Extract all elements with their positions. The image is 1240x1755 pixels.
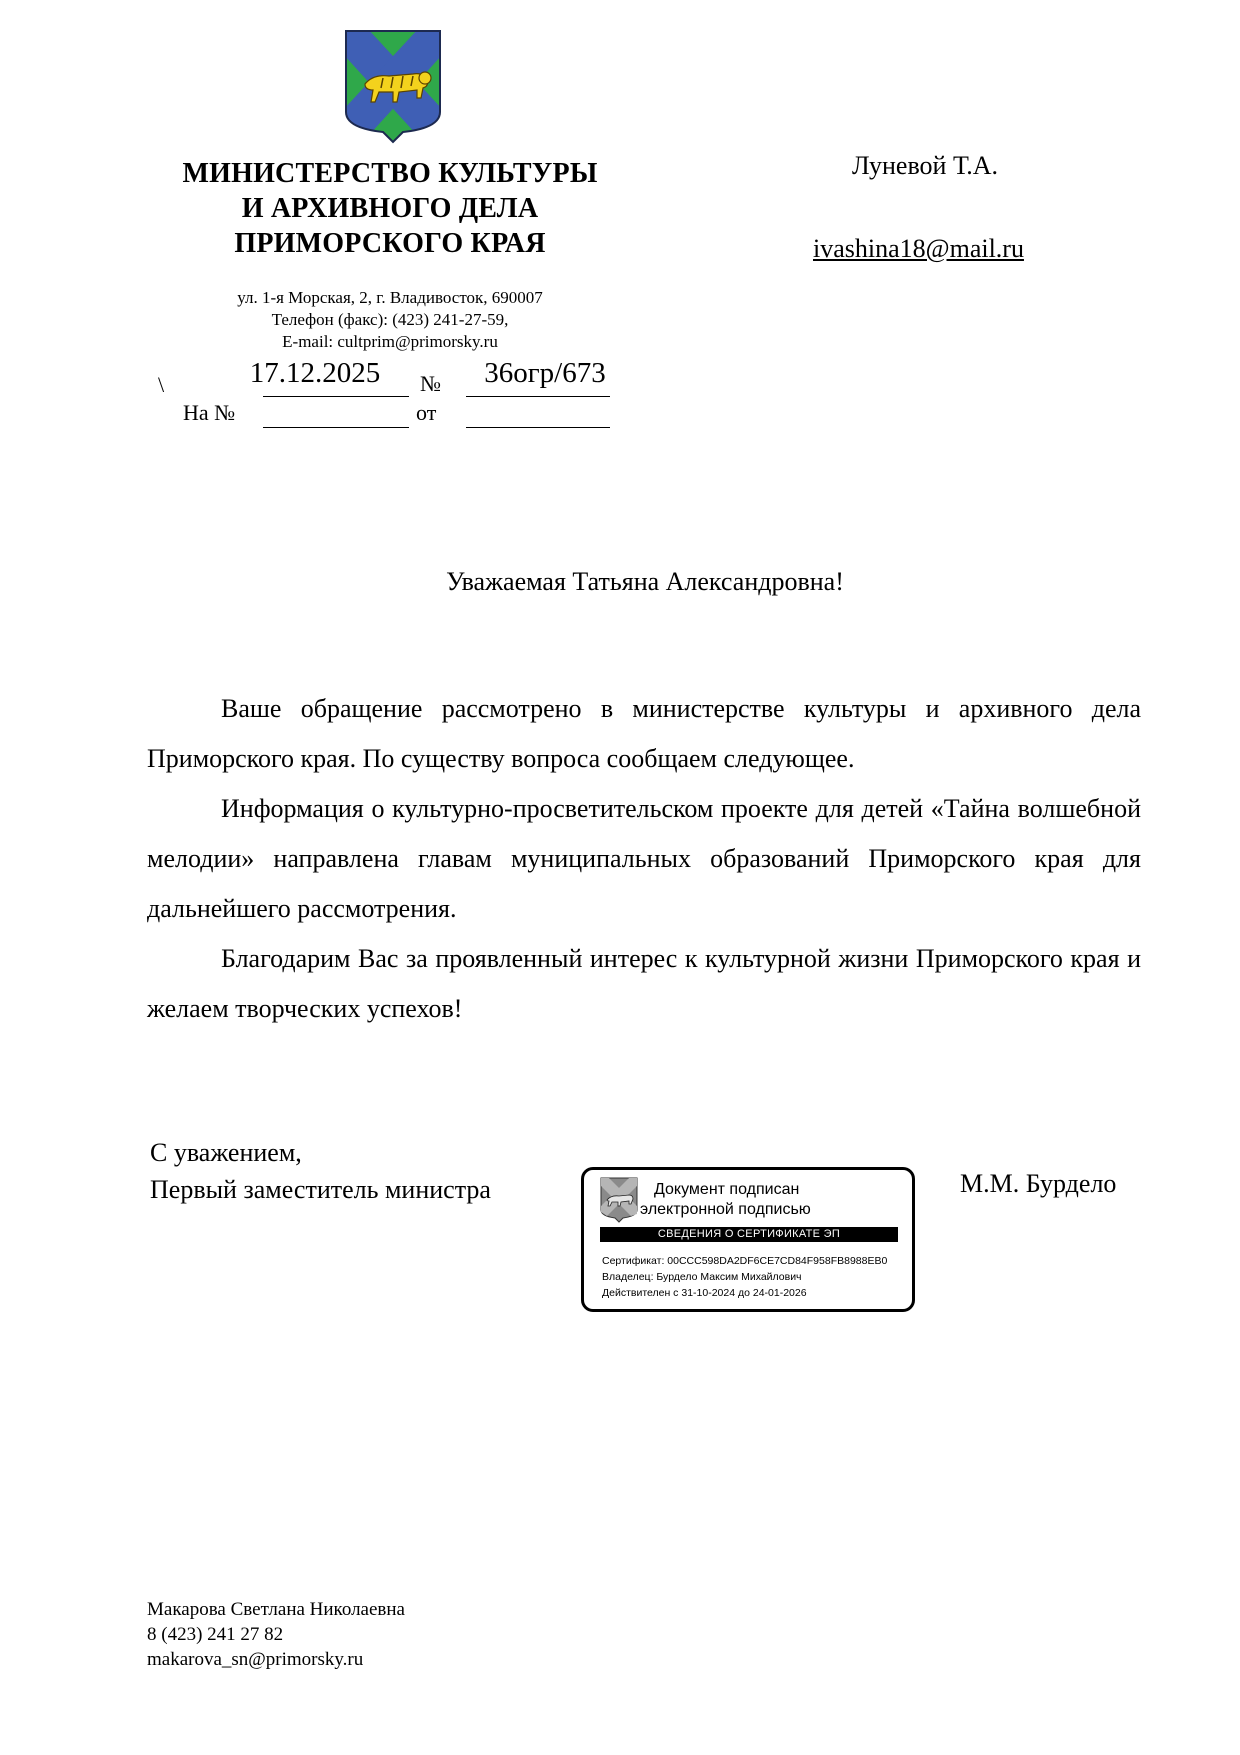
reply-date-underline bbox=[466, 427, 610, 428]
closing: С уважением, bbox=[150, 1138, 302, 1167]
from-label: от bbox=[416, 400, 437, 425]
ministry-name-line-1: МИНИСТЕРСТВО КУЛЬТУРЫ bbox=[182, 158, 598, 189]
letter-body bbox=[147, 684, 1141, 1034]
stamp-coat-of-arms-icon bbox=[599, 1176, 639, 1224]
signer-name: М.М. Бурдело bbox=[960, 1169, 1117, 1198]
certificate-owner: Владелец: Бурдело Максим Михайлович bbox=[602, 1271, 802, 1283]
executor-info bbox=[147, 1597, 405, 1672]
electronic-signature-stamp bbox=[581, 1167, 915, 1312]
paragraph-1: Ваше обращение рассмотрено в министерстве культуры и архивного дела Приморского края. По существу вопроса сообщаем следующее. bbox=[147, 694, 1141, 773]
reply-to-label: На № bbox=[183, 400, 236, 425]
reply-number-underline bbox=[263, 427, 409, 428]
signer-position: Первый заместитель министра bbox=[150, 1175, 491, 1204]
date-underline bbox=[263, 396, 409, 397]
reference-number: 36огр/673 bbox=[484, 357, 606, 389]
ministry-name-line-2: И АРХИВНОГО ДЕЛА bbox=[241, 193, 539, 224]
stamp-title-line-2: электронной подписью bbox=[640, 1201, 811, 1218]
coat-of-arms-icon bbox=[343, 28, 443, 146]
ministry-name bbox=[110, 156, 670, 261]
ministry-phone: Телефон (факс): (423) 241-27-59, bbox=[271, 310, 509, 329]
reference-mark: \ bbox=[158, 372, 165, 397]
stamp-title-line-1: Документ подписан bbox=[654, 1181, 800, 1198]
greeting: Уважаемая Татьяна Александровна! bbox=[446, 567, 844, 596]
paragraph-2: Информация о культурно-просветительском проекте для детей «Тайна волшебной мелодии» направлена главам муниципальных образований Приморского края для дальнейшего рассмотрения. bbox=[147, 794, 1141, 923]
executor-name: Макарова Светлана Николаевна bbox=[147, 1599, 405, 1620]
ministry-address: ул. 1-я Морская, 2, г. Владивосток, 690007 bbox=[237, 288, 543, 307]
certificate-info-bar: СВЕДЕНИЯ О СЕРТИФИКАТЕ ЭП bbox=[600, 1227, 898, 1242]
ministry-contacts bbox=[130, 287, 650, 353]
number-label: № bbox=[420, 371, 441, 396]
certificate-details bbox=[602, 1253, 887, 1301]
reference-date: 17.12.2025 bbox=[249, 357, 381, 389]
executor-email: makarova_sn@primorsky.ru bbox=[147, 1649, 364, 1670]
recipient-email[interactable]: ivashina18@mail.ru bbox=[813, 234, 1024, 263]
number-underline bbox=[466, 396, 610, 397]
stamp-title bbox=[640, 1180, 811, 1220]
executor-phone: 8 (423) 241 27 82 bbox=[147, 1624, 284, 1645]
certificate-number: Сертификат: 00CCC598DA2DF6CE7CD84F958FB8988EB0 bbox=[602, 1255, 888, 1267]
signature-position-block bbox=[150, 1134, 491, 1208]
recipient-name: Луневой Т.А. bbox=[852, 151, 999, 180]
ministry-name-line-3: ПРИМОРСКОГО КРАЯ bbox=[234, 228, 546, 259]
ministry-email: E-mail: cultprim@primorsky.ru bbox=[282, 332, 498, 351]
certificate-validity: Действителен с 31-10-2024 до 24-01-2026 bbox=[602, 1287, 807, 1299]
paragraph-3: Благодарим Вас за проявленный интерес к культурной жизни Приморского края и желаем творческих успехов! bbox=[147, 944, 1141, 1023]
